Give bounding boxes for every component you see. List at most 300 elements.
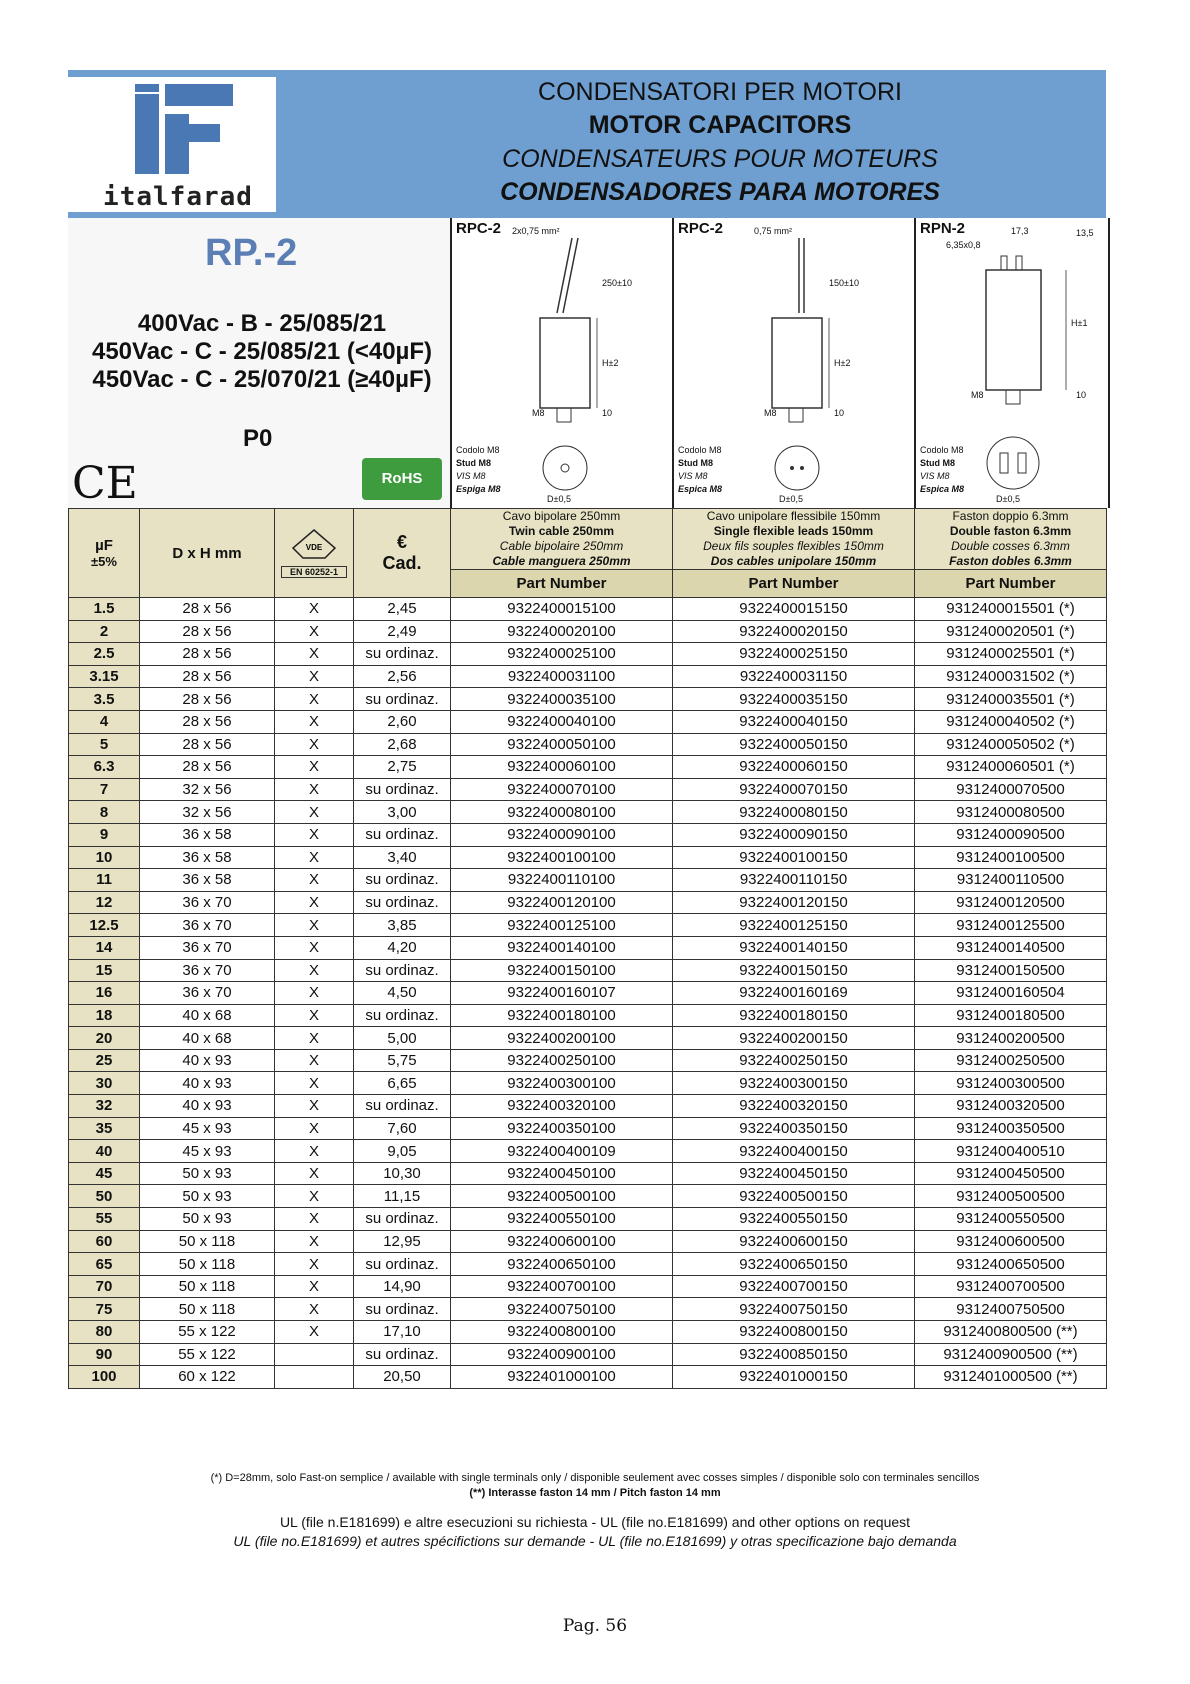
cell-pn-faston: 9312400140500	[915, 936, 1107, 959]
cell-uf: 9	[69, 823, 140, 846]
cell-price: su ordinaz.	[354, 1298, 451, 1321]
parts-table	[68, 508, 1107, 1389]
cell-pn-twin: 9322400125100	[451, 914, 673, 937]
table-row	[69, 1185, 1107, 1208]
cell-pn-faston: 9312400015501 (*)	[915, 598, 1107, 621]
stud-length: 10	[834, 408, 845, 418]
cell-pn-single: 9322400060150	[673, 756, 915, 779]
cell-pn-faston: 9312400800500 (**)	[915, 1321, 1107, 1344]
cell-dimensions: 32 x 56	[140, 778, 275, 801]
cell-pn-twin: 9322400060100	[451, 756, 673, 779]
cell-dimensions: 50 x 93	[140, 1208, 275, 1231]
cell-pn-twin: 9322400320100	[451, 1095, 673, 1118]
header-part-number: Part Number	[673, 570, 915, 598]
table-row	[69, 1343, 1107, 1366]
cell-uf: 25	[69, 1049, 140, 1072]
cell-price: su ordinaz.	[354, 643, 451, 666]
cell-vde: X	[275, 1140, 354, 1163]
table-row	[69, 1275, 1107, 1298]
cell-pn-faston: 9312400700500	[915, 1275, 1107, 1298]
cell-uf: 3.15	[69, 665, 140, 688]
table-row	[69, 620, 1107, 643]
table-row	[69, 598, 1107, 621]
cell-pn-faston: 9312400160504	[915, 982, 1107, 1005]
cell-pn-single: 9322400200150	[673, 1027, 915, 1050]
cell-pn-single: 9322400070150	[673, 778, 915, 801]
table-row	[69, 846, 1107, 869]
cell-vde: X	[275, 1185, 354, 1208]
cell-uf: 18	[69, 1004, 140, 1027]
cell-price: 17,10	[354, 1321, 451, 1344]
cell-vde: X	[275, 869, 354, 892]
faston-pitch: 17,3	[1011, 226, 1029, 236]
cell-pn-faston: 9312400035501 (*)	[915, 688, 1107, 711]
table-row	[69, 1072, 1107, 1095]
cell-uf: 90	[69, 1343, 140, 1366]
cell-uf: 32	[69, 1095, 140, 1118]
header-uf: µF ±5%	[69, 509, 140, 598]
cable-length: 150±10	[829, 278, 859, 288]
cell-pn-twin: 9322400150100	[451, 959, 673, 982]
cell-pn-faston: 9312400750500	[915, 1298, 1107, 1321]
cell-vde: X	[275, 1095, 354, 1118]
page-number: Pag. 56	[562, 1616, 628, 1636]
stud-labels: Codolo M8 Stud M8 VIS M8 Espica M8	[678, 445, 723, 494]
cell-uf: 80	[69, 1321, 140, 1344]
cell-pn-faston: 9312400070500	[915, 778, 1107, 801]
drawing-code: RPC-2	[678, 220, 724, 237]
cell-pn-twin: 9322400800100	[451, 1321, 673, 1344]
cell-price: su ordinaz.	[354, 1095, 451, 1118]
cell-pn-twin: 9322400550100	[451, 1208, 673, 1231]
cell-pn-single: 9322400150150	[673, 959, 915, 982]
table-row	[69, 1095, 1107, 1118]
table-row	[69, 1366, 1107, 1389]
m8-label: M8	[764, 408, 777, 418]
cell-pn-faston: 9312400400510	[915, 1140, 1107, 1163]
cell-uf: 2.5	[69, 643, 140, 666]
height-tolerance: H±1	[1071, 318, 1088, 328]
header-part-number: Part Number	[915, 570, 1107, 598]
diameter-tolerance: D±0,5	[547, 494, 571, 504]
cell-pn-single: 9322400160169	[673, 982, 915, 1005]
cell-uf: 10	[69, 846, 140, 869]
cell-vde: X	[275, 1230, 354, 1253]
table-row	[69, 891, 1107, 914]
cell-pn-faston: 9312400025501 (*)	[915, 643, 1107, 666]
cell-pn-twin: 9322400100100	[451, 846, 673, 869]
ul-note-fr-es: UL (file no.E181699) et autres spécifictions sur demande - UL (file no.E181699) y otras specificazione bajo demanda	[233, 1533, 957, 1549]
cell-pn-twin: 9322400250100	[451, 1049, 673, 1072]
cell-pn-twin: 9322400160107	[451, 982, 673, 1005]
cell-price: 20,50	[354, 1366, 451, 1389]
cell-dimensions: 40 x 93	[140, 1049, 275, 1072]
cell-vde: X	[275, 1253, 354, 1276]
cell-pn-single: 9322400650150	[673, 1253, 915, 1276]
cell-vde: X	[275, 1208, 354, 1231]
stud-length: 10	[602, 408, 613, 418]
cell-dimensions: 36 x 58	[140, 869, 275, 892]
cell-pn-faston: 9312400090500	[915, 823, 1107, 846]
header-double-faston: Faston doppio 6.3mm Double faston 6.3mm Double cosses 6.3mm Faston dobles 6.3mm	[915, 509, 1107, 570]
cell-price: 11,15	[354, 1185, 451, 1208]
table-row	[69, 1162, 1107, 1185]
table-row	[69, 665, 1107, 688]
cell-pn-twin: 9322400031100	[451, 665, 673, 688]
cell-vde: X	[275, 846, 354, 869]
cell-vde: X	[275, 914, 354, 937]
table-row	[69, 1049, 1107, 1072]
cell-uf: 20	[69, 1027, 140, 1050]
cell-uf: 30	[69, 1072, 140, 1095]
cell-pn-single: 9322400040150	[673, 710, 915, 733]
cell-uf: 14	[69, 936, 140, 959]
cell-uf: 3.5	[69, 688, 140, 711]
cell-price: 2,68	[354, 733, 451, 756]
cell-vde: X	[275, 756, 354, 779]
cell-pn-twin: 9322400500100	[451, 1185, 673, 1208]
table-row	[69, 1298, 1107, 1321]
cell-pn-twin: 9322400180100	[451, 1004, 673, 1027]
cell-price: 5,00	[354, 1027, 451, 1050]
cell-price: su ordinaz.	[354, 869, 451, 892]
cell-price: su ordinaz.	[354, 1208, 451, 1231]
cell-uf: 8	[69, 801, 140, 824]
cell-dimensions: 45 x 93	[140, 1140, 275, 1163]
cell-uf: 65	[69, 1253, 140, 1276]
cable-spec: 0,75 mm²	[754, 226, 793, 236]
cell-vde: X	[275, 665, 354, 688]
stud-length: 10	[1076, 390, 1087, 400]
cell-dimensions: 36 x 58	[140, 823, 275, 846]
cell-pn-single: 9322400250150	[673, 1049, 915, 1072]
cell-pn-single: 9322400050150	[673, 733, 915, 756]
cell-dimensions: 50 x 118	[140, 1275, 275, 1298]
cell-dimensions: 36 x 70	[140, 982, 275, 1005]
cell-dimensions: 55 x 122	[140, 1321, 275, 1344]
table-row	[69, 756, 1107, 779]
cell-vde: X	[275, 1298, 354, 1321]
table-row	[69, 643, 1107, 666]
cell-price: 12,95	[354, 1230, 451, 1253]
cell-price: 2,56	[354, 665, 451, 688]
cell-pn-twin: 9322400600100	[451, 1230, 673, 1253]
cable-spec: 2x0,75 mm²	[512, 226, 560, 236]
cell-pn-single: 9322400800150	[673, 1321, 915, 1344]
cell-price: 3,00	[354, 801, 451, 824]
diameter-tolerance: D±0,5	[996, 494, 1020, 504]
cell-price: su ordinaz.	[354, 1004, 451, 1027]
cell-dimensions: 28 x 56	[140, 665, 275, 688]
cell-pn-single: 9322400031150	[673, 665, 915, 688]
cell-uf: 100	[69, 1366, 140, 1389]
table-row	[69, 778, 1107, 801]
table-row	[69, 1253, 1107, 1276]
header-price: € Cad.	[354, 509, 451, 598]
cell-vde: X	[275, 620, 354, 643]
cell-uf: 4	[69, 710, 140, 733]
cell-price: 3,85	[354, 914, 451, 937]
cell-pn-twin: 9322400300100	[451, 1072, 673, 1095]
cell-pn-twin: 9322401000100	[451, 1366, 673, 1389]
ce-mark-icon: CE	[72, 458, 138, 509]
cell-uf: 11	[69, 869, 140, 892]
cell-pn-single: 9322400500150	[673, 1185, 915, 1208]
cell-pn-faston: 9312400350500	[915, 1117, 1107, 1140]
cell-pn-single: 9322400320150	[673, 1095, 915, 1118]
table-row	[69, 1230, 1107, 1253]
m8-label: M8	[971, 390, 984, 400]
cell-pn-faston: 9312400100500	[915, 846, 1107, 869]
cell-price: 10,30	[354, 1162, 451, 1185]
cell-price: su ordinaz.	[354, 891, 451, 914]
cell-pn-twin: 9322400650100	[451, 1253, 673, 1276]
cell-price: 4,20	[354, 936, 451, 959]
table-row	[69, 1321, 1107, 1344]
cell-pn-single: 9322400350150	[673, 1117, 915, 1140]
cell-vde: X	[275, 959, 354, 982]
cell-vde: X	[275, 643, 354, 666]
table-row	[69, 1027, 1107, 1050]
cell-dimensions: 50 x 118	[140, 1298, 275, 1321]
header-part-number: Part Number	[451, 570, 673, 598]
cell-vde: X	[275, 733, 354, 756]
cell-pn-single: 9322400180150	[673, 1004, 915, 1027]
stud-labels: Codolo M8 Stud M8 VIS M8 Espica M8	[920, 445, 965, 494]
cell-pn-single: 9322400140150	[673, 936, 915, 959]
cell-dimensions: 28 x 56	[140, 756, 275, 779]
cell-price: su ordinaz.	[354, 1343, 451, 1366]
cell-dimensions: 40 x 93	[140, 1095, 275, 1118]
footnote-single: (*) D=28mm, solo Fast-on semplice / available with single terminals only / disponible seulement avec cosses simples / disponible solo con terminales sencillos	[210, 1472, 980, 1484]
cell-dimensions: 40 x 68	[140, 1004, 275, 1027]
brand-name: italfarad	[103, 182, 253, 212]
cell-price: 2,60	[354, 710, 451, 733]
cell-pn-single: 9322400300150	[673, 1072, 915, 1095]
cell-dimensions: 40 x 68	[140, 1027, 275, 1050]
cell-pn-twin: 9322400450100	[451, 1162, 673, 1185]
cell-pn-twin: 9322400140100	[451, 936, 673, 959]
cell-vde: X	[275, 936, 354, 959]
cell-dimensions: 40 x 93	[140, 1072, 275, 1095]
diameter-tolerance: D±0,5	[779, 494, 803, 504]
faston-spec: 6,35x0,8	[946, 240, 981, 250]
cell-pn-single: 9322400025150	[673, 643, 915, 666]
cell-price: 9,05	[354, 1140, 451, 1163]
cell-dimensions: 50 x 93	[140, 1185, 275, 1208]
cell-pn-single: 9322400750150	[673, 1298, 915, 1321]
voltage-line-3: 450Vac - C - 25/070/21 (≥40µF)	[92, 366, 432, 393]
height-tolerance: H±2	[602, 358, 619, 368]
cell-vde	[275, 1366, 354, 1389]
stud-labels: Codolo M8 Stud M8 VIS M8 Espiga M8	[456, 445, 501, 494]
cell-dimensions: 28 x 56	[140, 643, 275, 666]
vde-mark-icon	[289, 528, 339, 562]
cell-dimensions: 28 x 56	[140, 598, 275, 621]
cell-pn-single: 9322401000150	[673, 1366, 915, 1389]
cell-pn-faston: 9312400150500	[915, 959, 1107, 982]
header-twin-cable: Cavo bipolare 250mm Twin cable 250mm Cable bipolaire 250mm Cable manguera 250mm	[451, 509, 673, 570]
cell-pn-faston: 9312400500500	[915, 1185, 1107, 1208]
cell-dimensions: 50 x 118	[140, 1253, 275, 1276]
cell-uf: 12.5	[69, 914, 140, 937]
m8-label: M8	[532, 408, 545, 418]
cell-pn-twin: 9322400110100	[451, 869, 673, 892]
cell-price: 2,49	[354, 620, 451, 643]
cell-uf: 70	[69, 1275, 140, 1298]
cell-pn-faston: 9312400550500	[915, 1208, 1107, 1231]
cell-vde: X	[275, 710, 354, 733]
cell-price: su ordinaz.	[354, 778, 451, 801]
cell-dimensions: 45 x 93	[140, 1117, 275, 1140]
cell-pn-faston: 9312400180500	[915, 1004, 1107, 1027]
cell-vde: X	[275, 801, 354, 824]
cell-uf: 60	[69, 1230, 140, 1253]
cell-dimensions: 50 x 118	[140, 1230, 275, 1253]
cell-vde: X	[275, 891, 354, 914]
cell-pn-twin: 9322400750100	[451, 1298, 673, 1321]
cell-uf: 2	[69, 620, 140, 643]
header-vde: VDE EN 60252-1	[275, 509, 354, 598]
cell-dimensions: 28 x 56	[140, 733, 275, 756]
cell-price: 6,65	[354, 1072, 451, 1095]
cell-pn-faston: 9312400110500	[915, 869, 1107, 892]
cell-pn-faston: 9312400020501 (*)	[915, 620, 1107, 643]
cell-dimensions: 50 x 93	[140, 1162, 275, 1185]
cell-vde: X	[275, 1117, 354, 1140]
cell-pn-twin: 9322400350100	[451, 1117, 673, 1140]
cell-dimensions: 36 x 70	[140, 914, 275, 937]
title-es: CONDENSADORES PARA MOTORES	[500, 178, 940, 206]
cell-pn-single: 9322400035150	[673, 688, 915, 711]
cable-length: 250±10	[602, 278, 632, 288]
cell-dimensions: 28 x 56	[140, 688, 275, 711]
cell-uf: 5	[69, 733, 140, 756]
table-row	[69, 710, 1107, 733]
cell-dimensions: 36 x 70	[140, 959, 275, 982]
cell-price: su ordinaz.	[354, 1253, 451, 1276]
cell-pn-single: 9322400700150	[673, 1275, 915, 1298]
cell-vde: X	[275, 1027, 354, 1050]
model-name: RP.-2	[205, 232, 298, 274]
cell-pn-twin: 9322400080100	[451, 801, 673, 824]
cell-pn-single: 9322400550150	[673, 1208, 915, 1231]
voltage-line-1: 400Vac - B - 25/085/21	[137, 310, 387, 337]
cell-pn-faston: 9312400080500	[915, 801, 1107, 824]
cell-pn-faston: 9312400031502 (*)	[915, 665, 1107, 688]
cell-uf: 6.3	[69, 756, 140, 779]
cell-price: 5,75	[354, 1049, 451, 1072]
cell-vde: X	[275, 598, 354, 621]
rohs-badge: RoHS	[362, 458, 442, 500]
cell-dimensions: 36 x 70	[140, 936, 275, 959]
cell-pn-faston: 9312400250500	[915, 1049, 1107, 1072]
cell-vde: X	[275, 1049, 354, 1072]
cell-uf: 1.5	[69, 598, 140, 621]
cell-pn-twin: 9322400070100	[451, 778, 673, 801]
cell-price: 3,40	[354, 846, 451, 869]
cell-pn-single: 9322400110150	[673, 869, 915, 892]
cell-vde: X	[275, 982, 354, 1005]
header-dimensions: D x H mm	[140, 509, 275, 598]
cell-uf: 35	[69, 1117, 140, 1140]
cell-dimensions: 36 x 70	[140, 891, 275, 914]
cell-pn-faston: 9312400900500 (**)	[915, 1343, 1107, 1366]
cell-uf: 75	[69, 1298, 140, 1321]
cell-pn-twin: 9322400090100	[451, 823, 673, 846]
table-row	[69, 823, 1107, 846]
cell-pn-faston: 9312400125500	[915, 914, 1107, 937]
cell-pn-twin: 9322400035100	[451, 688, 673, 711]
cell-pn-twin: 9322400050100	[451, 733, 673, 756]
cell-dimensions: 32 x 56	[140, 801, 275, 824]
cell-vde: X	[275, 823, 354, 846]
table-row	[69, 688, 1107, 711]
cell-pn-single: 9322400120150	[673, 891, 915, 914]
table-body	[69, 598, 1107, 1389]
cell-price: 2,45	[354, 598, 451, 621]
cell-pn-twin: 9322400040100	[451, 710, 673, 733]
table-row	[69, 801, 1107, 824]
cell-uf: 7	[69, 778, 140, 801]
cell-vde: X	[275, 1162, 354, 1185]
cell-pn-faston: 9312400450500	[915, 1162, 1107, 1185]
cell-price: 14,90	[354, 1275, 451, 1298]
cell-uf: 16	[69, 982, 140, 1005]
table-row	[69, 1140, 1107, 1163]
table-row	[69, 869, 1107, 892]
table-row	[69, 1208, 1107, 1231]
cell-pn-faston: 9312400120500	[915, 891, 1107, 914]
cell-pn-twin: 9322400400109	[451, 1140, 673, 1163]
cell-price: 4,50	[354, 982, 451, 1005]
cell-pn-twin: 9322400900100	[451, 1343, 673, 1366]
ul-note-it-en: UL (file n.E181699) e altre esecuzioni su richiesta - UL (file no.E181699) and other options on request	[279, 1514, 911, 1530]
voltage-line-2: 450Vac - C - 25/085/21 (<40µF)	[91, 338, 433, 365]
faston-height: 13,5	[1076, 228, 1094, 238]
cell-vde: X	[275, 778, 354, 801]
cell-pn-faston: 9312400040502 (*)	[915, 710, 1107, 733]
cell-price: su ordinaz.	[354, 823, 451, 846]
cell-pn-single: 9322400080150	[673, 801, 915, 824]
italfarad-logo-icon	[80, 84, 260, 179]
cell-uf: 12	[69, 891, 140, 914]
cell-price: su ordinaz.	[354, 688, 451, 711]
cell-pn-single: 9322400850150	[673, 1343, 915, 1366]
cell-dimensions: 28 x 56	[140, 620, 275, 643]
cell-pn-single: 9322400100150	[673, 846, 915, 869]
cell-pn-single: 9322400090150	[673, 823, 915, 846]
cell-pn-faston: 9312400300500	[915, 1072, 1107, 1095]
drawing-rpc2-single	[672, 218, 916, 508]
title-en: MOTOR CAPACITORS	[588, 111, 852, 139]
cell-uf: 15	[69, 959, 140, 982]
cell-pn-single: 9322400015150	[673, 598, 915, 621]
cell-dimensions: 60 x 122	[140, 1366, 275, 1389]
cell-pn-twin: 9322400015100	[451, 598, 673, 621]
title-it: CONDENSATORI PER MOTORI	[538, 78, 902, 106]
cell-pn-faston: 9312400060501 (*)	[915, 756, 1107, 779]
cell-dimensions: 36 x 58	[140, 846, 275, 869]
cell-pn-twin: 9322400020100	[451, 620, 673, 643]
cell-pn-faston: 9312400600500	[915, 1230, 1107, 1253]
cell-pn-single: 9322400400150	[673, 1140, 915, 1163]
table-row	[69, 936, 1107, 959]
footnote-pitch: (**) Interasse faston 14 mm / Pitch faston 14 mm	[469, 1487, 721, 1499]
table-row	[69, 733, 1107, 756]
cell-pn-faston: 9312401000500 (**)	[915, 1366, 1107, 1389]
cell-vde: X	[275, 1321, 354, 1344]
